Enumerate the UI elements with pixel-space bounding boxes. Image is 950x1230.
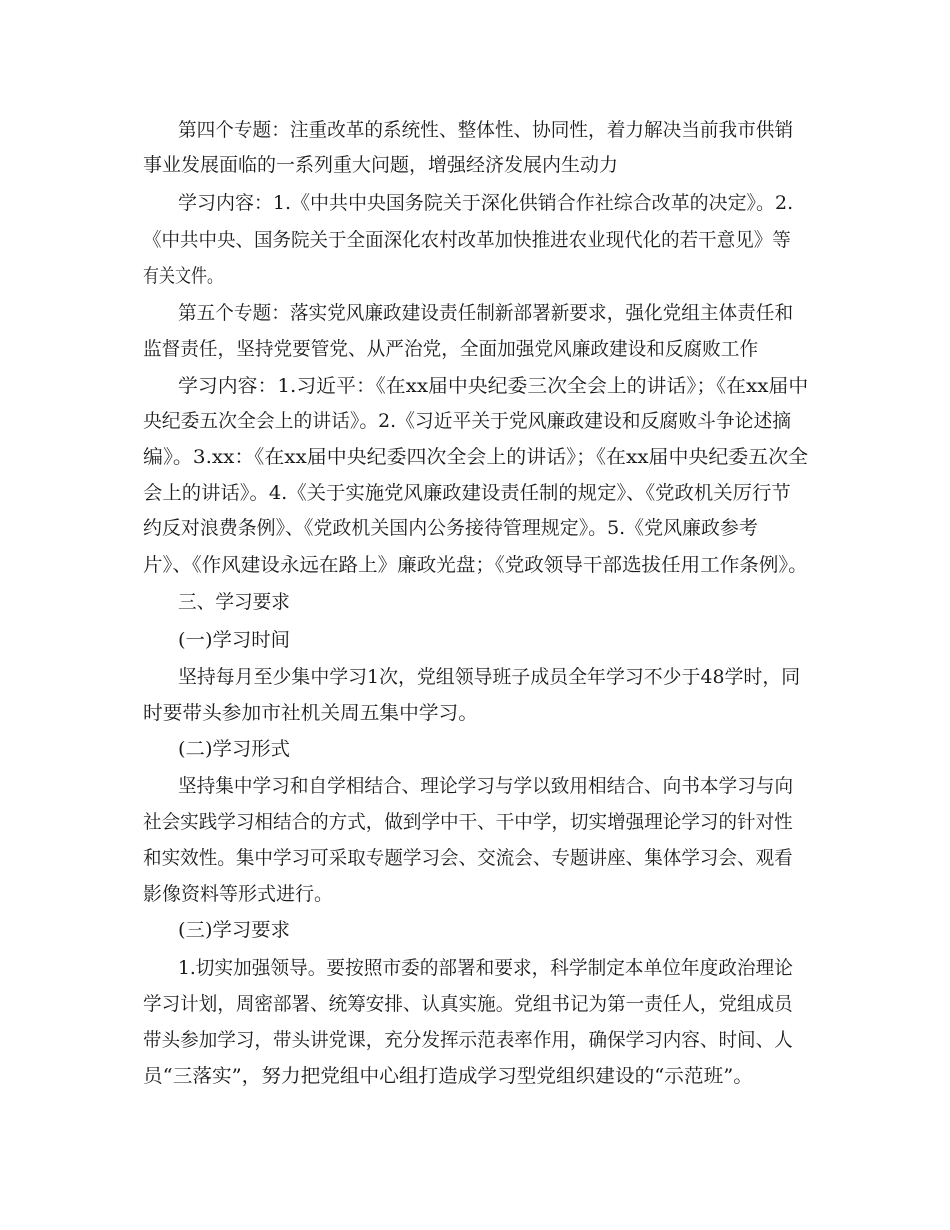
text-line xyxy=(0,695,950,731)
line-text: 央纪委五次全会上的讲话》。2.《习近平关于党风廉政建设和反腐败斗争论述摘 xyxy=(143,410,792,432)
text-line xyxy=(0,876,950,912)
line-text: 社会实践学习相结合的方式，做到学中干、干中学，切实增强理论学习的针对性 xyxy=(143,811,793,833)
line-text: (一)学习时间 xyxy=(178,629,291,651)
line-text: 三、学习要求 xyxy=(178,591,290,613)
line-text: 时要带头参加市社机关周五集中学习。 xyxy=(143,702,478,724)
text-line xyxy=(0,840,950,876)
line-text: 会上的讲话》。4.《关于实施党风廉政建设责任制的规定》、《党政机关厉行节 xyxy=(143,482,791,504)
line-text: 影像资料等形式进行。 xyxy=(143,883,334,905)
text-line xyxy=(0,147,950,183)
line-text: 学习内容：1.习近平：《在xx届中央纪委三次全会上的讲话》；《在xx届中 xyxy=(178,375,809,397)
text-line xyxy=(0,804,950,840)
line-text: 学习内容：1.《中共中央国务院关于深化供销合作社综合改革的决定》。2. xyxy=(178,192,794,214)
text-line xyxy=(0,986,950,1022)
line-text: 约反对浪费条例》、《党政机关国内公务接待管理规定》。5.《党风廉政参考 xyxy=(143,517,758,539)
section-heading xyxy=(0,584,950,620)
text-line xyxy=(0,768,950,804)
line-text: 事业发展面临的一系列重大问题，增强经济发展内生动力 xyxy=(143,154,619,176)
line-text: (三)学习要求 xyxy=(178,919,291,941)
line-text: 坚持每月至少集中学习1次，党组领导班子成员全年学习不少于48学时，同 xyxy=(178,666,801,688)
subsection-heading xyxy=(0,912,950,948)
text-line xyxy=(0,950,950,986)
text-line xyxy=(0,510,950,546)
line-text: 坚持集中学习和自学相结合、理论学习与学以致用相结合、向书本学习与向 xyxy=(178,775,794,797)
line-text: 第五个专题：落实党风廉政建设责任制新部署新要求，强化党组主体责任和 xyxy=(178,302,794,324)
line-text: 学习计划，周密部署、统筹安排、认真实施。党组书记为第一责任人，党组成员 xyxy=(143,993,793,1015)
text-line xyxy=(0,1058,950,1094)
text-line xyxy=(0,475,950,511)
text-line xyxy=(0,403,950,439)
text-line xyxy=(0,1022,950,1058)
line-text: 《中共中央、国务院关于全面深化农村改革加快推进农业现代化的若干意见》等 xyxy=(143,229,791,251)
line-text: 编》。3.xx：《在xx届中央纪委四次全会上的讲话》；《在xx届中央纪委五次全 xyxy=(143,446,809,468)
subsection-heading xyxy=(0,622,950,658)
line-text: 第四个专题：注重改革的系统性、整体性、协同性，着力解决当前我市供销 xyxy=(178,119,794,141)
text-line xyxy=(0,295,950,331)
text-line xyxy=(0,547,950,583)
line-text: 1.切实加强领导。要按照市委的部署和要求，科学制定本单位年度政治理论 xyxy=(178,957,793,979)
text-line xyxy=(0,112,950,148)
line-text: 有关文件。 xyxy=(143,265,224,287)
line-text: 监督责任，坚持党要管党、从严治党，全面加强党风廉政建设和反腐败工作 xyxy=(143,338,759,360)
line-text: 片》、《作风建设永远在路上》廉政光盘；《党政领导干部选拔任用工作条例》。 xyxy=(143,554,808,576)
text-line xyxy=(0,368,950,404)
text-line xyxy=(0,439,950,475)
line-text: 带头参加学习，带头讲党课，充分发挥示范表率作用，确保学习内容、时间、人 xyxy=(143,1029,793,1051)
text-line xyxy=(0,222,950,258)
line-text: 员“三落实”，努力把党组中心组打造成学习型党组织建设的“示范班”。 xyxy=(143,1065,753,1087)
subsection-heading xyxy=(0,731,950,767)
text-line xyxy=(0,258,950,294)
text-line xyxy=(0,331,950,367)
text-line xyxy=(0,659,950,695)
text-line xyxy=(0,185,950,221)
line-text: (二)学习形式 xyxy=(178,738,291,760)
line-text: 和实效性。集中学习可采取专题学习会、交流会、专题讲座、集体学习会、观看 xyxy=(143,847,793,869)
